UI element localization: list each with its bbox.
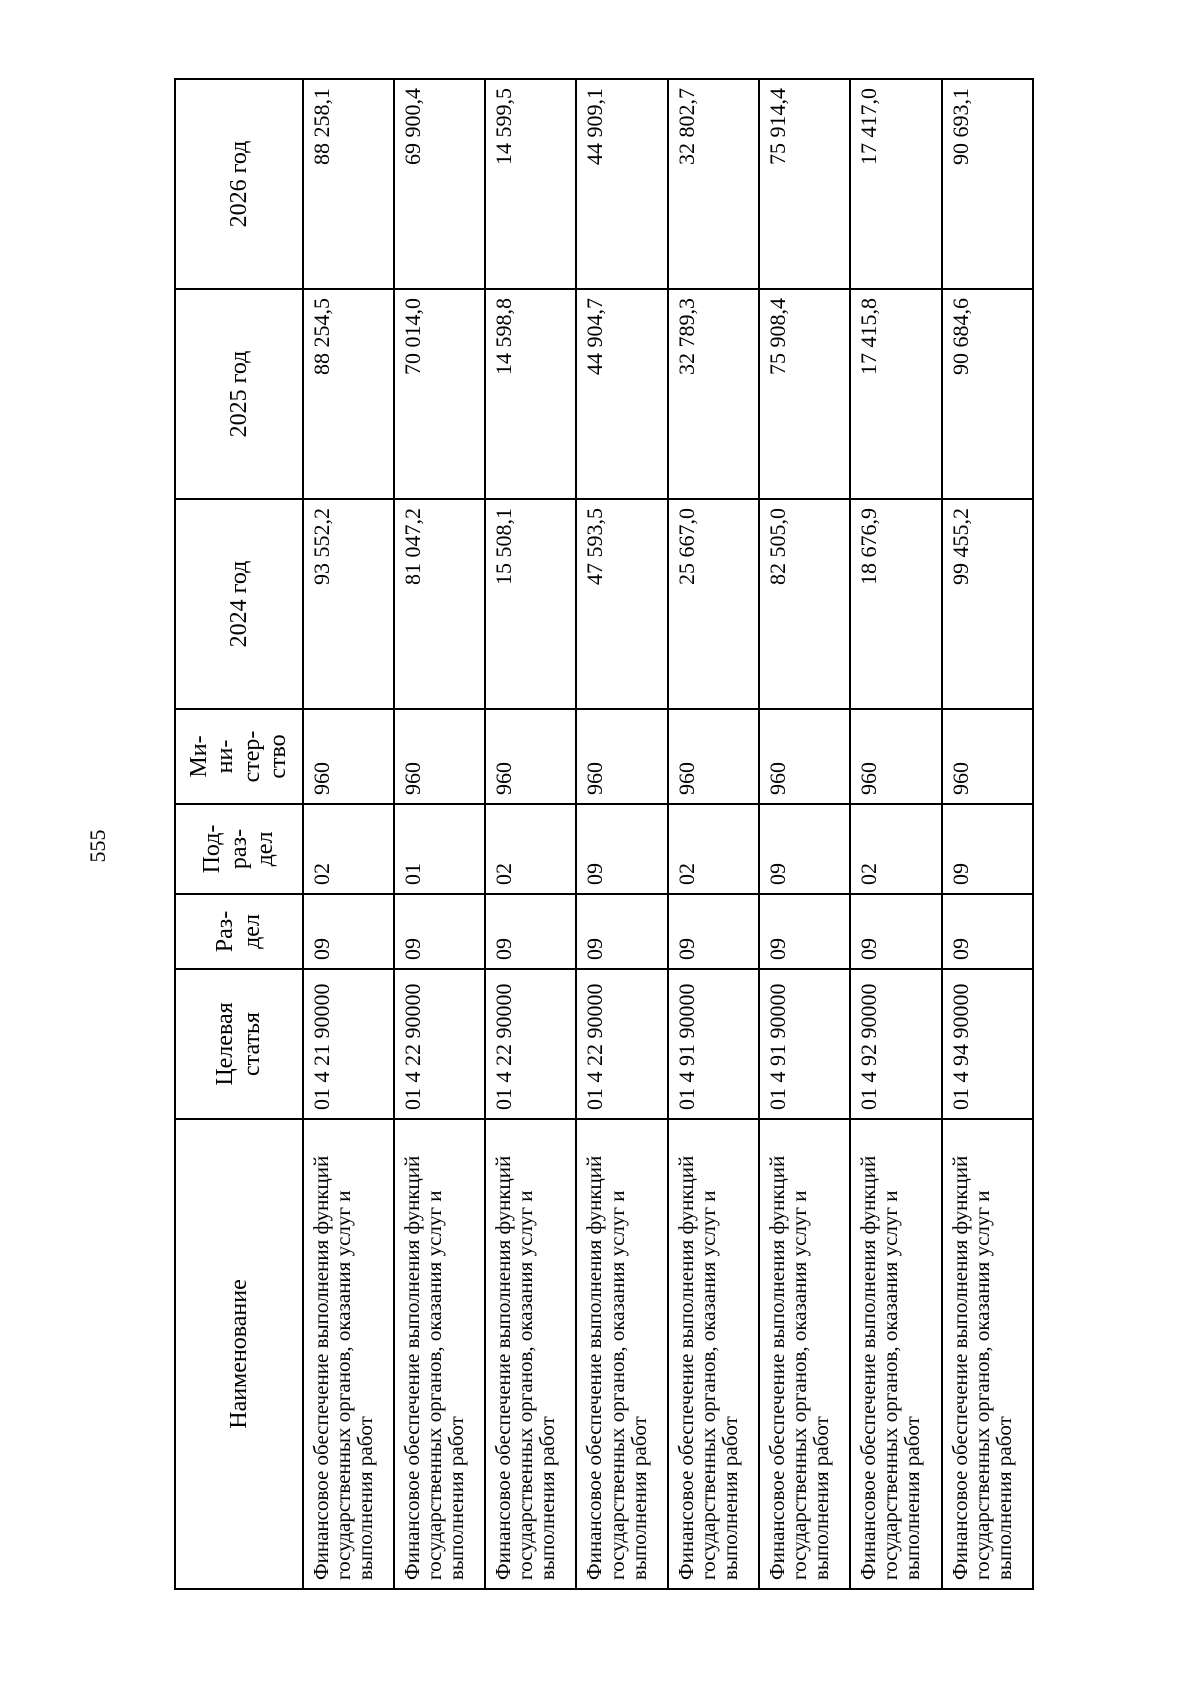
row-name: Финансовое обеспечение выполнения функций государственных органов, оказания услуг и выполнения работ <box>942 1119 1033 1589</box>
row-ministry: 960 <box>942 709 1033 804</box>
row-subsection: 02 <box>668 804 759 894</box>
row-target-article: 01 4 22 90000 <box>485 969 576 1119</box>
row-name: Финансовое обеспечение выполнения функций государственных органов, оказания услуг и выполнения работ <box>850 1119 941 1589</box>
table-row <box>942 79 1033 1589</box>
row-ministry: 960 <box>576 709 667 804</box>
row-name: Финансовое обеспечение выполнения функций государственных органов, оказания услуг и выполнения работ <box>576 1119 667 1589</box>
row-value-2025: 70 014,0 <box>394 289 485 499</box>
row-value-2026: 75 914,4 <box>759 79 850 289</box>
table-header <box>175 79 303 1589</box>
row-value-2025: 14 598,8 <box>485 289 576 499</box>
row-ministry: 960 <box>759 709 850 804</box>
row-ministry: 960 <box>850 709 941 804</box>
table-body <box>303 79 1033 1589</box>
row-ministry: 960 <box>303 709 394 804</box>
row-value-2026: 17 417,0 <box>850 79 941 289</box>
table-row <box>303 79 394 1589</box>
row-name: Финансовое обеспечение выполнения функций государственных органов, оказания услуг и выполнения работ <box>668 1119 759 1589</box>
row-target-article: 01 4 22 90000 <box>576 969 667 1119</box>
row-section: 09 <box>668 894 759 969</box>
row-target-article: 01 4 91 90000 <box>668 969 759 1119</box>
row-target-article: 01 4 22 90000 <box>394 969 485 1119</box>
row-target-article: 01 4 94 90000 <box>942 969 1033 1119</box>
row-name: Финансовое обеспечение выполнения функций государственных органов, оказания услуг и выполнения работ <box>759 1119 850 1589</box>
row-section: 09 <box>576 894 667 969</box>
header-2026: 2026 год <box>175 79 303 289</box>
row-subsection: 09 <box>942 804 1033 894</box>
row-section: 09 <box>394 894 485 969</box>
row-section: 09 <box>942 894 1033 969</box>
row-value-2025: 88 254,5 <box>303 289 394 499</box>
header-section: Раз- дел <box>175 894 303 969</box>
row-value-2026: 88 258,1 <box>303 79 394 289</box>
row-section: 09 <box>303 894 394 969</box>
row-value-2024: 18 676,9 <box>850 499 941 709</box>
row-value-2024: 81 047,2 <box>394 499 485 709</box>
table-row <box>759 79 850 1589</box>
row-subsection: 01 <box>394 804 485 894</box>
row-target-article: 01 4 21 90000 <box>303 969 394 1119</box>
row-target-article: 01 4 92 90000 <box>850 969 941 1119</box>
row-subsection: 02 <box>485 804 576 894</box>
row-subsection: 02 <box>850 804 941 894</box>
row-value-2026: 14 599,5 <box>485 79 576 289</box>
budget-table <box>174 78 1034 1590</box>
row-value-2026: 44 909,1 <box>576 79 667 289</box>
header-2024: 2024 год <box>175 499 303 709</box>
table-row <box>485 79 576 1589</box>
row-ministry: 960 <box>668 709 759 804</box>
row-value-2026: 90 693,1 <box>942 79 1033 289</box>
header-name: Наименование <box>175 1119 303 1589</box>
row-name: Финансовое обеспечение выполнения функций государственных органов, оказания услуг и выполнения работ <box>485 1119 576 1589</box>
row-section: 09 <box>850 894 941 969</box>
row-value-2025: 90 684,6 <box>942 289 1033 499</box>
row-value-2025: 44 904,7 <box>576 289 667 499</box>
table-row <box>668 79 759 1589</box>
row-value-2026: 32 802,7 <box>668 79 759 289</box>
row-ministry: 960 <box>394 709 485 804</box>
row-subsection: 09 <box>576 804 667 894</box>
rotated-table-wrapper <box>174 80 1034 1590</box>
row-value-2024: 99 455,2 <box>942 499 1033 709</box>
row-value-2025: 32 789,3 <box>668 289 759 499</box>
table-row <box>850 79 941 1589</box>
row-subsection: 02 <box>303 804 394 894</box>
row-value-2024: 47 593,5 <box>576 499 667 709</box>
row-section: 09 <box>485 894 576 969</box>
row-value-2024: 82 505,0 <box>759 499 850 709</box>
row-name: Финансовое обеспечение выполнения функций государственных органов, оказания услуг и выполнения работ <box>394 1119 485 1589</box>
row-value-2025: 75 908,4 <box>759 289 850 499</box>
row-ministry: 960 <box>485 709 576 804</box>
table-row <box>394 79 485 1589</box>
header-subsection: Под- раз- дел <box>175 804 303 894</box>
row-value-2026: 69 900,4 <box>394 79 485 289</box>
row-name: Финансовое обеспечение выполнения функций государственных органов, оказания услуг и выполнения работ <box>303 1119 394 1589</box>
row-target-article: 01 4 91 90000 <box>759 969 850 1119</box>
row-value-2024: 25 667,0 <box>668 499 759 709</box>
header-ministry: Ми- ни- стер- ство <box>175 709 303 804</box>
row-value-2024: 93 552,2 <box>303 499 394 709</box>
row-value-2024: 15 508,1 <box>485 499 576 709</box>
row-subsection: 09 <box>759 804 850 894</box>
page-number: 555 <box>85 829 110 863</box>
row-section: 09 <box>759 894 850 969</box>
header-2025: 2025 год <box>175 289 303 499</box>
table-row <box>576 79 667 1589</box>
header-target-article: Целевая статья <box>175 969 303 1119</box>
row-value-2025: 17 415,8 <box>850 289 941 499</box>
